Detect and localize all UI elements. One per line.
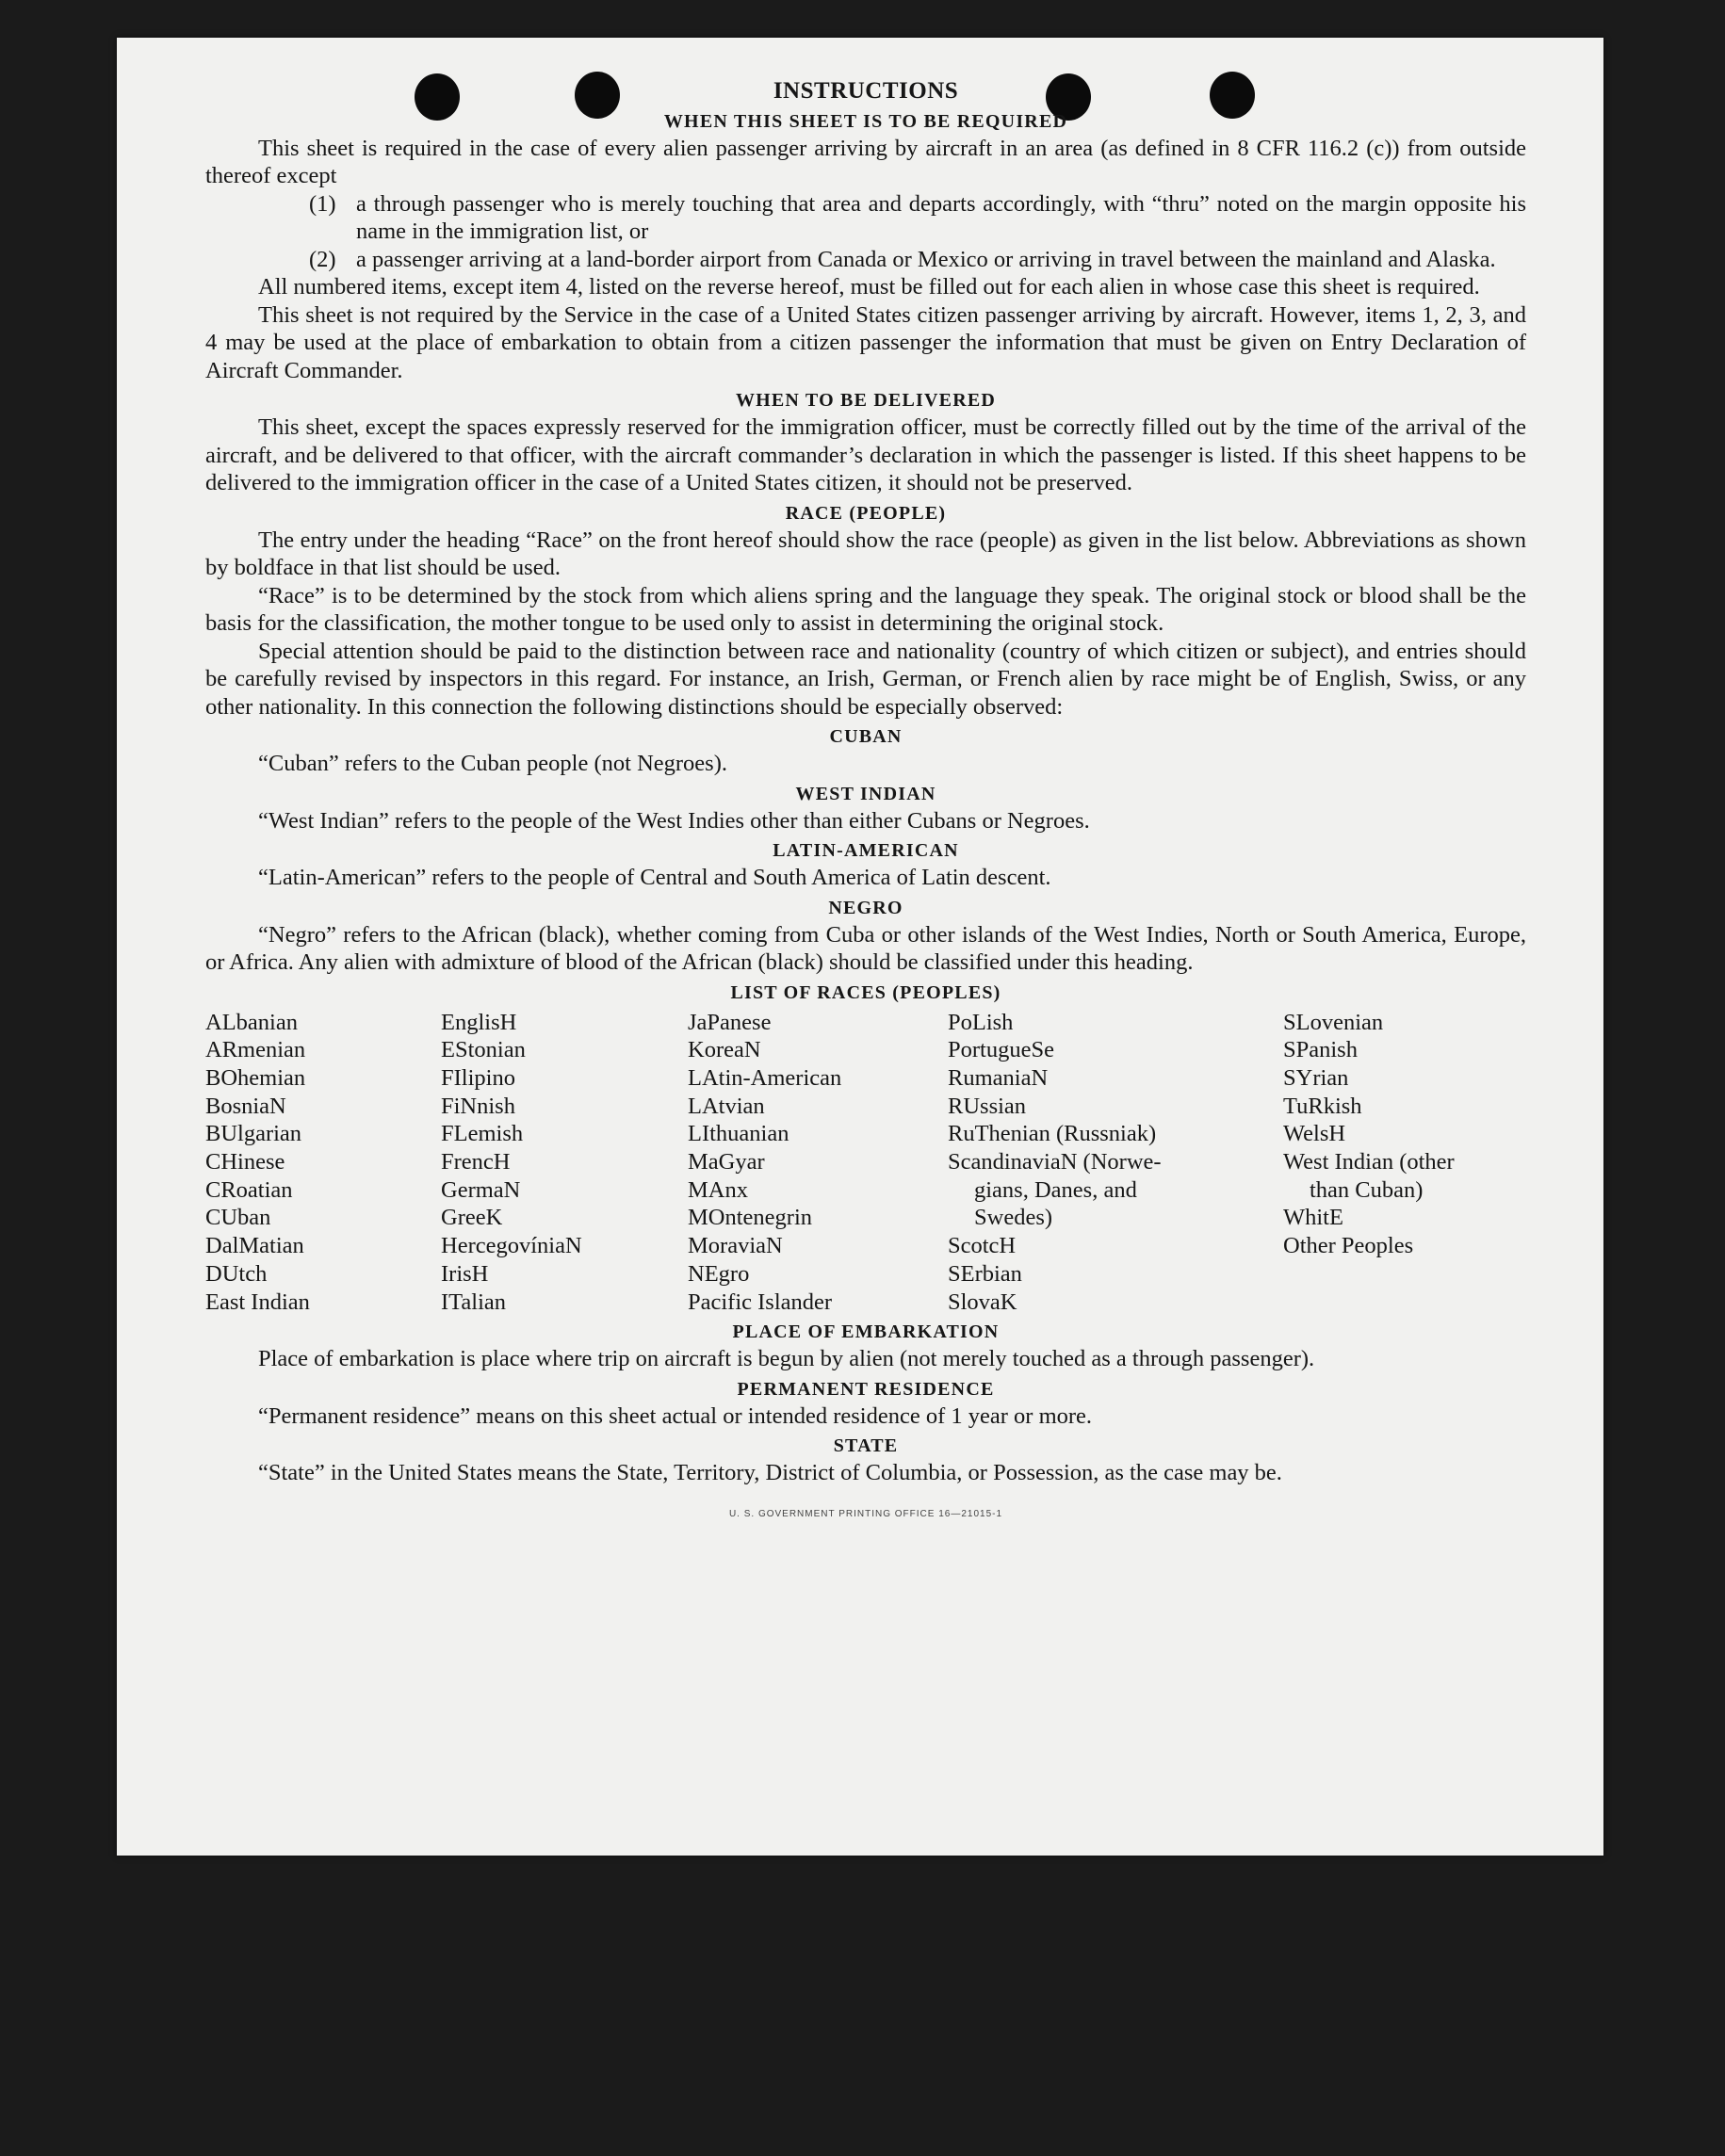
paragraph: This sheet, except the spaces expressly reserved for the immigration officer, must be correctly filled out by the time of the arrival of the aircraft, and be delivered to that officer, with the aircraft commander’s declaration in which the passenger is listed. If this sheet happens to be delivered to the immigration officer in the case of a United States citizen, it should not be preserved. — [205, 414, 1526, 495]
race-entry: EStonian — [441, 1037, 526, 1063]
race-entry: CRoatian — [205, 1176, 293, 1203]
race-entry: HercegovíniaN — [441, 1233, 582, 1259]
race-entry: SlovaK — [948, 1289, 1017, 1315]
paragraph: All numbered items, except item 4, listed on the reverse hereof, must be filled out for each alien in whose case this sheet is required. — [258, 274, 1480, 300]
paragraph: This sheet is required in the case of every alien passenger arriving by aircraft in an area (as defined in 8 CFR 116.2 (c)) from outside thereof except — [205, 135, 1526, 188]
race-entry: West Indian (other — [1283, 1149, 1455, 1175]
race-entry: FiNnish — [441, 1093, 515, 1119]
race-entry: BOhemian — [205, 1064, 306, 1091]
race-entry: East Indian — [205, 1289, 310, 1315]
race-entry: FLemish — [441, 1121, 524, 1147]
race-entry: DUtch — [205, 1260, 268, 1287]
race-entry: FIlipino — [441, 1064, 515, 1091]
paragraph: “Race” is to be determined by the stock from which aliens spring and the language they speak. The original stock or blood shall be the basis for the classification, the mother tongue to be used only to assist in determining the original stock. — [205, 582, 1526, 636]
printer-imprint: U. S. GOVERNMENT PRINTING OFFICE 16—21015-1 — [728, 1508, 1003, 1519]
section-heading: RACE (PEOPLE) — [785, 502, 947, 524]
race-entry: LAtvian — [688, 1093, 765, 1119]
race-entry: Pacific Islander — [688, 1289, 833, 1315]
race-entry: RuThenian (Russniak) — [948, 1121, 1157, 1147]
paragraph: “State” in the United States means the State, Territory, District of Columbia, or Possession, as the case may be. — [258, 1460, 1282, 1486]
race-entry: RumaniaN — [948, 1064, 1049, 1091]
item-text: a passenger arriving at a land-border airport from Canada or Mexico or arriving in travel between the mainland and Alaska. — [356, 246, 1496, 272]
list-item — [309, 246, 1526, 274]
race-entry: SPanish — [1283, 1037, 1358, 1063]
race-column — [1283, 1009, 1526, 1317]
race-entry: gians, Danes, and — [974, 1176, 1137, 1203]
race-entry: LIthuanian — [688, 1121, 789, 1147]
item-number: (2) — [309, 246, 336, 272]
section-heading: WHEN TO BE DELIVERED — [735, 390, 997, 411]
race-entry: ARmenian — [205, 1037, 306, 1063]
race-entry: LAtin-American — [688, 1064, 842, 1091]
paragraph: “West Indian” refers to the people of the West Indies other than either Cubans or Negroes. — [258, 807, 1090, 834]
race-entry: KoreaN — [688, 1037, 761, 1063]
race-entry: FrencH — [441, 1149, 511, 1175]
race-entry: than Cuban) — [1310, 1176, 1424, 1203]
paragraph: Special attention should be paid to the distinction between race and nationality (country of which citizen or subject), and entries should be carefully revised by inspectors in this regard. For instance, an Irish, German, or French alien by race might be of English, Swiss, or any other nationality. In this connection the following distinctions should be especially observed: — [205, 638, 1526, 720]
race-list — [205, 1009, 1526, 1317]
section-heading: WHEN THIS SHEET IS TO BE REQUIRED — [663, 110, 1068, 132]
section-heading: NEGRO — [828, 897, 903, 918]
race-entry: JaPanese — [688, 1009, 772, 1035]
race-entry: ScandinaviaN (Norwe- — [948, 1149, 1162, 1175]
section-heading: PLACE OF EMBARKATION — [732, 1321, 1000, 1343]
race-entry: BosniaN — [205, 1093, 286, 1119]
paragraph: The entry under the heading “Race” on the front hereof should show the race (people) as given in the list below. Abbreviations as shown by boldface in that list should be used. — [205, 527, 1526, 580]
section-heading: STATE — [833, 1435, 899, 1457]
race-entry: Swedes) — [974, 1205, 1053, 1231]
race-entry: PortugueSe — [948, 1037, 1054, 1063]
paragraph: Place of embarkation is place where trip on aircraft is begun by alien (not merely touched as a through passenger). — [258, 1346, 1315, 1372]
race-entry: ALbanian — [205, 1009, 298, 1035]
document-sheet — [117, 38, 1603, 1856]
race-entry: ScotcH — [948, 1233, 1017, 1259]
list-item — [309, 190, 1526, 246]
race-entry: IrisH — [441, 1260, 489, 1287]
race-entry: NEgro — [688, 1260, 750, 1287]
race-column — [205, 1009, 441, 1317]
race-entry: RUssian — [948, 1093, 1027, 1119]
race-entry: SLovenian — [1283, 1009, 1384, 1035]
race-entry: DalMatian — [205, 1233, 304, 1259]
race-entry: MOntenegrin — [688, 1205, 812, 1231]
race-column — [441, 1009, 688, 1317]
race-entry: GermaN — [441, 1176, 521, 1203]
race-entry: CHinese — [205, 1149, 285, 1175]
race-column — [948, 1009, 1283, 1317]
race-entry: Other Peoples — [1283, 1233, 1414, 1259]
race-entry: CUban — [205, 1205, 271, 1231]
paragraph: “Latin-American” refers to the people of Central and South America of Latin descent. — [258, 865, 1051, 890]
section-heading: PERMANENT RESIDENCE — [737, 1378, 995, 1400]
paragraph: This sheet is not required by the Service in the case of a United States citizen passenger arriving by aircraft. However, items 1, 2, 3, and 4 may be used at the place of embarkation to obtain from a citizen passenger the information that must be given on Entry Declaration of Aircraft Commander. — [205, 301, 1526, 383]
race-entry: GreeK — [441, 1205, 503, 1231]
race-entry: MoraviaN — [688, 1233, 783, 1259]
page-title: INSTRUCTIONS — [773, 78, 959, 104]
paragraph: “Cuban” refers to the Cuban people (not Negroes). — [258, 751, 727, 776]
section-heading: CUBAN — [829, 726, 903, 747]
race-entry: PoLish — [948, 1009, 1014, 1035]
race-column — [688, 1009, 948, 1317]
race-entry: ITalian — [441, 1289, 507, 1315]
race-entry: TuRkish — [1283, 1093, 1362, 1119]
race-entry: MAnx — [688, 1176, 748, 1203]
race-entry: BUlgarian — [205, 1121, 302, 1147]
race-entry: WhitE — [1283, 1205, 1343, 1231]
paragraph: “Negro” refers to the African (black), whether coming from Cuba or other islands of the West Indies, North or South America, Europe, or Africa. Any alien with admixture of blood of the African (black) should be classified under this heading. — [205, 921, 1526, 975]
race-list-heading: LIST OF RACES (PEOPLES) — [730, 981, 1001, 1003]
race-entry: SYrian — [1283, 1064, 1349, 1091]
paragraph: “Permanent residence” means on this sheet actual or intended residence of 1 year or more. — [258, 1402, 1093, 1429]
race-entry: MaGyar — [688, 1149, 765, 1175]
race-entry: WelsH — [1283, 1121, 1346, 1147]
section-heading: WEST INDIAN — [795, 783, 936, 804]
item-text: a through passenger who is merely touching that area and departs accordingly, with “thru” noted on the margin opposite his name in the immigration list, or — [356, 190, 1526, 244]
instructions-content — [205, 77, 1526, 1528]
race-entry: SErbian — [948, 1260, 1022, 1287]
section-heading: LATIN-AMERICAN — [773, 840, 959, 861]
item-number: (1) — [309, 190, 336, 217]
race-entry: EnglisH — [441, 1009, 517, 1035]
